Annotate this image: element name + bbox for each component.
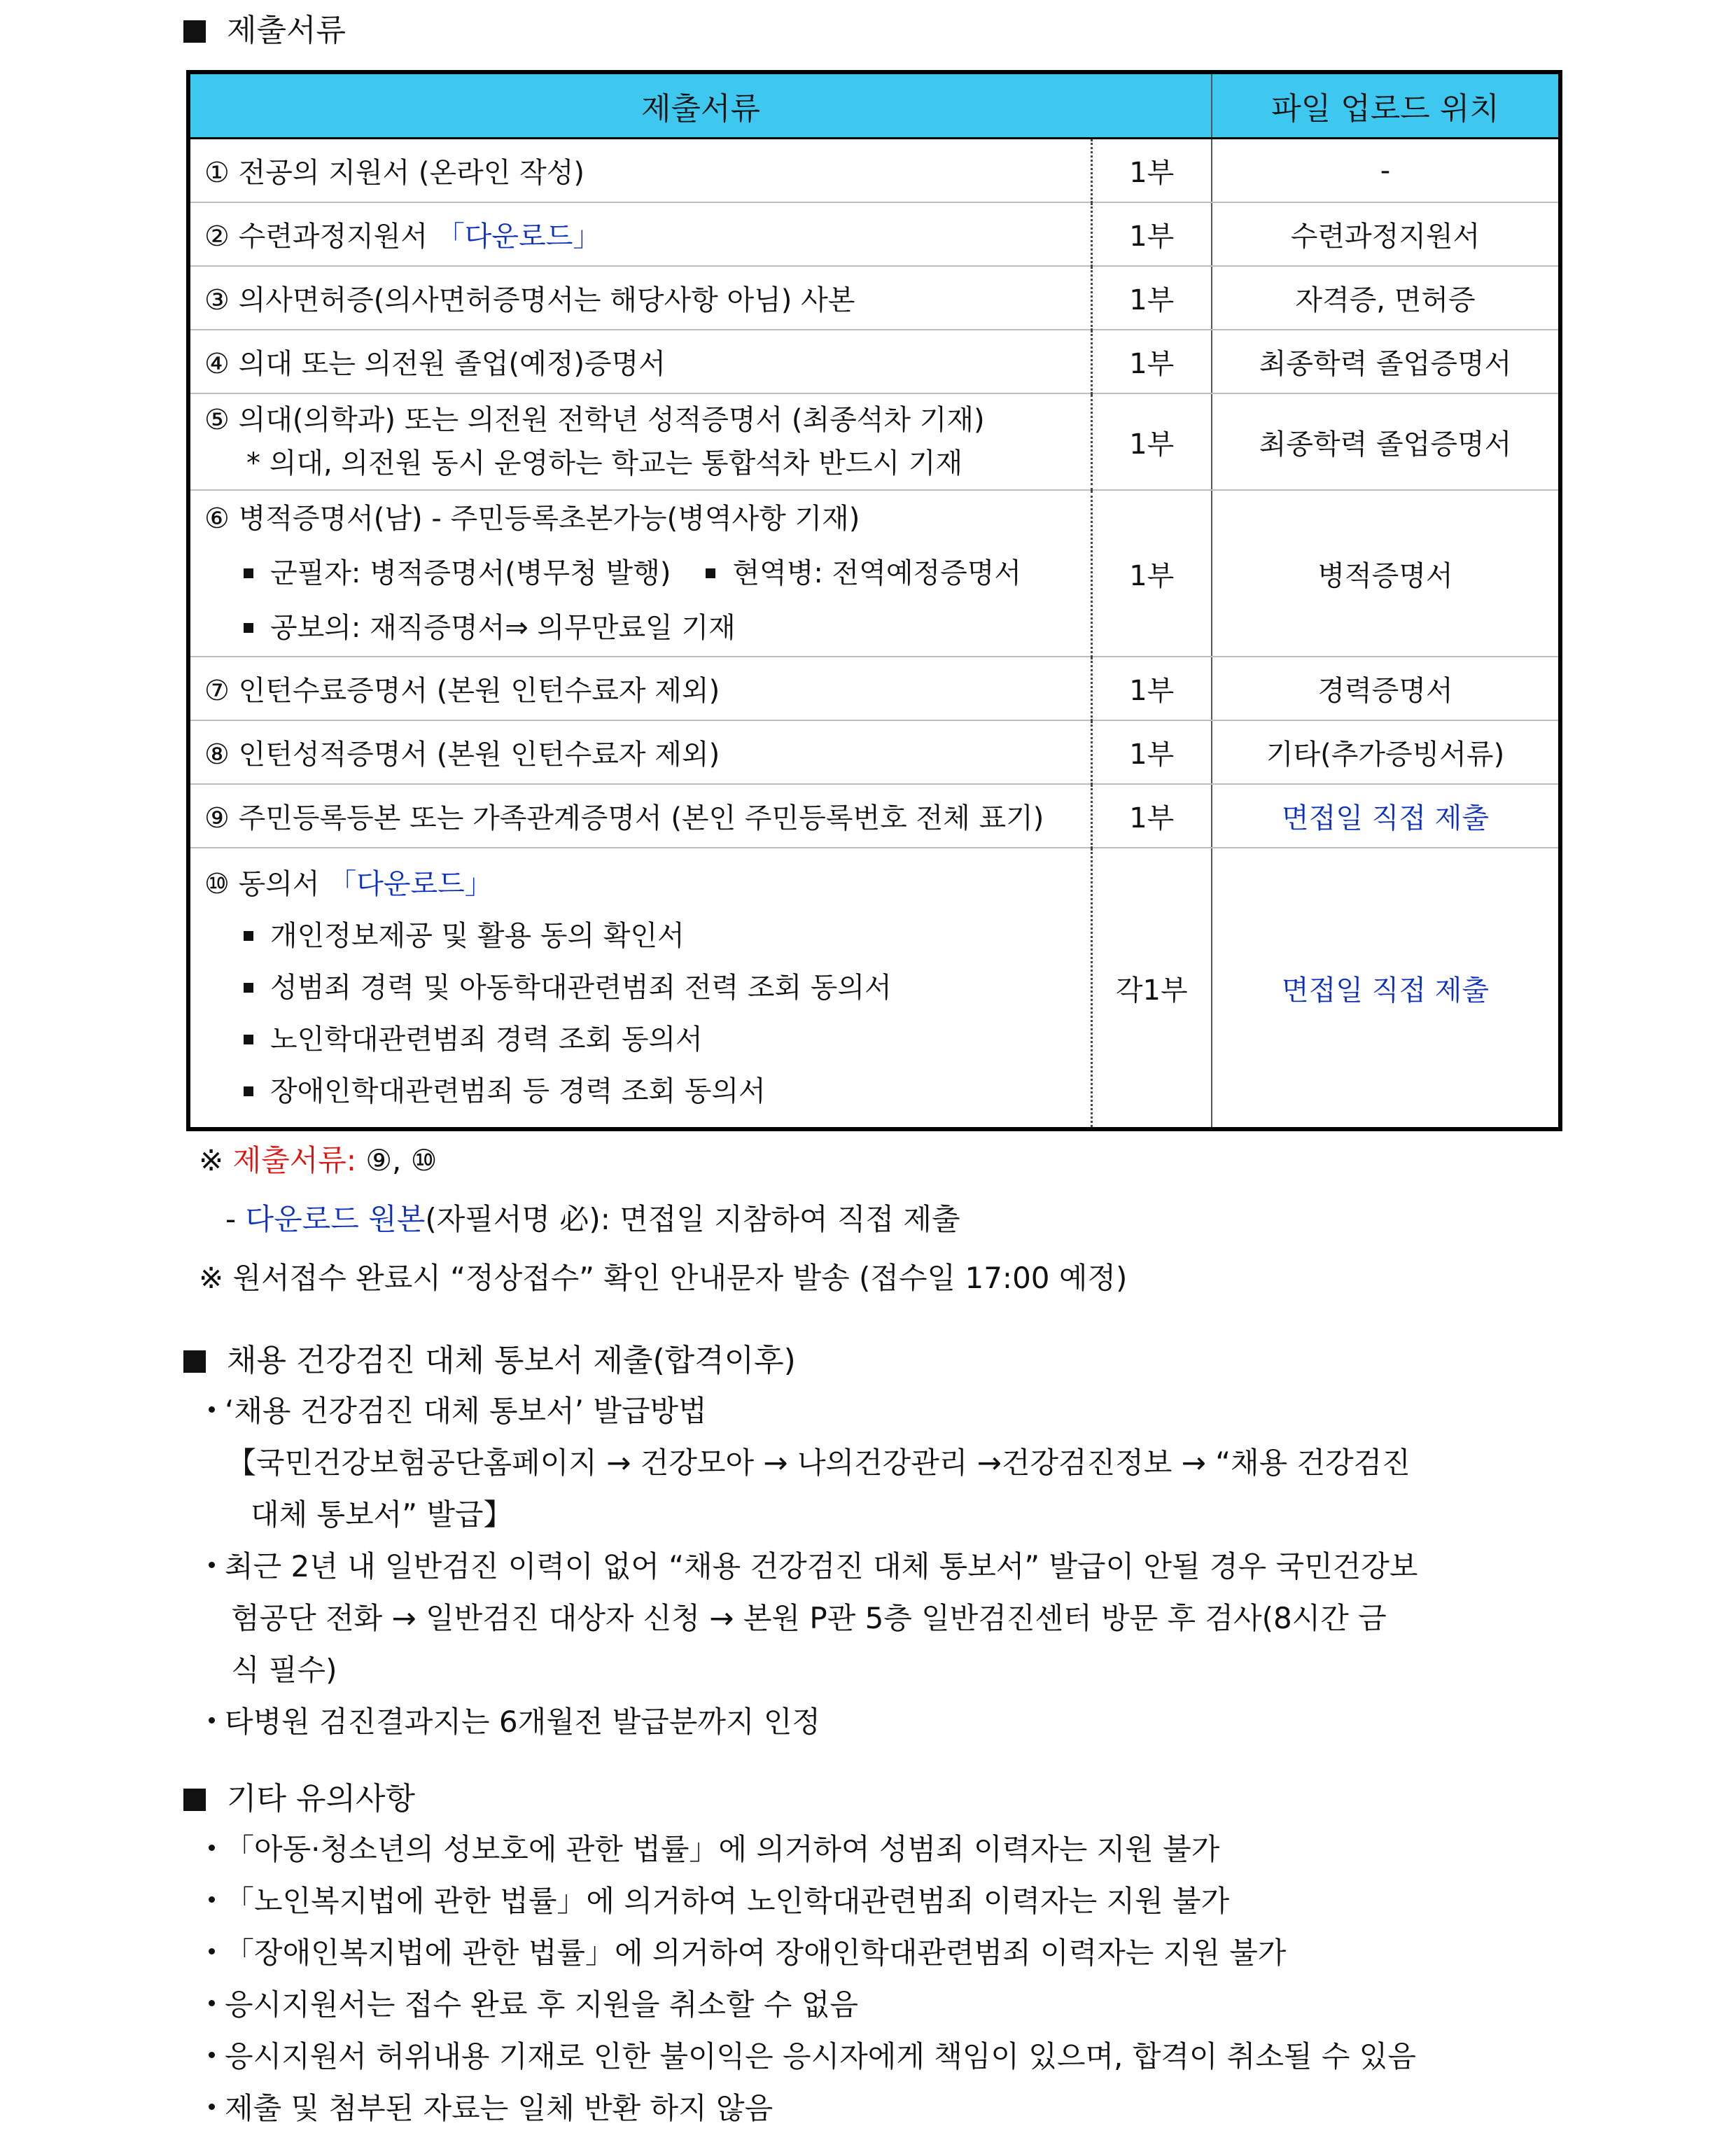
doc-count: 1부: [1091, 784, 1212, 848]
doc-count: 1부: [1091, 720, 1212, 784]
bullet-icon: [244, 931, 253, 941]
bullet-icon: [244, 1035, 253, 1044]
documents-table: [186, 70, 1562, 1131]
bullet-icon: [244, 1086, 253, 1096]
list-item: 「노인복지법에 관한 법률」에 의거하여 노인학대관련범죄 이력자는 지원 불가: [209, 1880, 1229, 1922]
doc-location: 면접일 직접 제출: [1212, 848, 1560, 1129]
doc-location: 최종학력 졸업증명서: [1212, 393, 1560, 490]
health-item-cont: 식 필수): [231, 1653, 337, 1687]
doc-count: 1부: [1091, 202, 1212, 266]
doc-name: ⑦ 인턴수료증명서 (본원 인턴수료자 제외): [188, 657, 1091, 720]
health-item-cont: 험공단 전화 → 일반검진 대상자 신청 → 본원 P관 5층 일반검진센터 방문 후 검사(8시간 금: [231, 1601, 1387, 1635]
doc-name: ② 수련과정지원서 「다운로드」: [188, 202, 1091, 266]
list-item: 제출 및 첨부된 자료는 일체 반환 하지 않음: [209, 2087, 773, 2129]
doc-count: 1부: [1091, 490, 1212, 657]
health-item: 타병원 검진결과지는 6개월전 발급분까지 인정: [209, 1701, 820, 1743]
table-row: [188, 720, 1560, 784]
dot-bullet-icon: [209, 1896, 215, 1903]
doc-subnote: * 의대, 의전원 동시 운영하는 학교는 통합석차 반드시 기재: [246, 447, 963, 480]
doc-location: -: [1212, 139, 1560, 203]
list-item: 응시지원서 허위내용 기재로 인한 불이익은 응시자에게 책임이 있으며, 합격이 취소될 수 있음: [209, 2036, 1416, 2078]
doc-name: ⑨ 주민등록등본 또는 가족관계증명서 (본인 주민등록번호 전체 표기): [188, 784, 1091, 848]
doc-location: 경력증명서: [1212, 657, 1560, 720]
doc-name: ① 전공의 지원서 (온라인 작성): [188, 139, 1091, 203]
doc-count: 각1부: [1091, 848, 1212, 1129]
section-title-documents: 제출서류: [183, 10, 346, 52]
dot-bullet-icon: [209, 2000, 215, 2006]
table-row: [188, 393, 1560, 490]
list-item: 「장애인복지법에 관한 법률」에 의거하여 장애인학대관련범죄 이력자는 지원 불가: [209, 1932, 1286, 1974]
doc-count: 1부: [1091, 139, 1212, 203]
dot-bullet-icon: [209, 1562, 215, 1568]
list-item: 응시지원서는 접수 완료 후 지원을 취소할 수 없음: [209, 1984, 858, 2026]
table-row: [188, 848, 1560, 1129]
table-header-row: [188, 72, 1560, 139]
doc-name: ⑥ 병적증명서(남) - 주민등록초본가능(병역사항 기재) 군필자: 병적증명서(병무청 발행) 현역병: 전역예정증명서 공보의: 재직증명서⇒ 의무만료일 기재: [188, 490, 1091, 657]
doc-location: 최종학력 졸업증명서: [1212, 330, 1560, 393]
dot-bullet-icon: [209, 2052, 215, 2058]
table-row: [188, 330, 1560, 393]
doc-name: ⑤ 의대(의학과) 또는 의전원 전학년 성적증명서 (최종석차 기재) * 의대, 의전원 동시 운영하는 학교는 통합석차 반드시 기재: [188, 393, 1091, 490]
dot-bullet-icon: [209, 2104, 215, 2110]
doc-count: 1부: [1091, 330, 1212, 393]
note-submit-docs: ※ 제출서류: ⑨, ⑩: [199, 1143, 438, 1177]
section-title-other-notes: 기타 유의사항: [183, 1778, 415, 1820]
doc-name: ⑩ 동의서 「다운로드」 개인정보제공 및 활용 동의 확인서 성범죄 경력 및 아동학대관련범죄 전력 조회 동의서 노인학대관련범죄 경력 조회 동의서 장애인학대관련범죄 등 경력 조회 동의서: [188, 848, 1091, 1129]
bullet-icon: [244, 568, 253, 578]
table-row: [188, 266, 1560, 330]
doc-location: 자격증, 면허증: [1212, 266, 1560, 330]
section-title-health-check: 채용 건강검진 대체 통보서 제출(합격이후): [183, 1340, 796, 1382]
table-row: [188, 202, 1560, 266]
dot-bullet-icon: [209, 1717, 215, 1723]
square-bullet-icon: [183, 1350, 206, 1373]
note-sms-notice: ※ 원서접수 완료시 “정상접수” 확인 안내문자 발송 (접수일 17:00 예정): [199, 1261, 1128, 1295]
download-link[interactable]: 「다운로드」: [328, 868, 493, 900]
table-row: [188, 490, 1560, 657]
doc-location: 병적증명서: [1212, 490, 1560, 657]
health-item-path: 대체 통보서” 발급】: [251, 1497, 513, 1532]
doc-name: ⑧ 인턴성적증명서 (본원 인턴수료자 제외): [188, 720, 1091, 784]
doc-location: 기타(추가증빙서류): [1212, 720, 1560, 784]
doc-location: 면접일 직접 제출: [1212, 784, 1560, 848]
doc-location: 수련과정지원서: [1212, 202, 1560, 266]
doc-count: 1부: [1091, 266, 1212, 330]
doc-name: ③ 의사면허증(의사면허증명서는 해당사항 아님) 사본: [188, 266, 1091, 330]
health-item-path: 【국민건강보험공단홈페이지 → 건강모아 → 나의건강관리 →건강검진정보 → “채용 건강검진: [227, 1446, 1410, 1480]
doc-count: 1부: [1091, 657, 1212, 720]
download-link[interactable]: 「다운로드」: [436, 221, 601, 253]
table-row: [188, 784, 1560, 848]
table-row: [188, 139, 1560, 203]
doc-count: 1부: [1091, 393, 1212, 490]
note-download-original: - 다운로드 원본(자필서명 必): 면접일 지참하여 직접 제출: [225, 1202, 960, 1236]
bullet-icon: [244, 623, 253, 633]
dot-bullet-icon: [209, 1406, 215, 1413]
header-upload-location: 파일 업로드 위치: [1212, 72, 1560, 139]
square-bullet-icon: [183, 20, 206, 43]
bullet-icon: [706, 568, 715, 578]
square-bullet-icon: [183, 1789, 206, 1811]
bullet-icon: [244, 983, 253, 993]
health-item: 최근 2년 내 일반검진 이력이 없어 “채용 건강검진 대체 통보서” 발급이 안될 경우 국민건강보: [209, 1546, 1418, 1588]
dot-bullet-icon: [209, 1948, 215, 1954]
doc-name: ④ 의대 또는 의전원 졸업(예정)증명서: [188, 330, 1091, 393]
list-item: 「아동·청소년의 성보호에 관한 법률」에 의거하여 성범죄 이력자는 지원 불가: [209, 1828, 1219, 1870]
health-item: ‘채용 건강검진 대체 통보서’ 발급방법: [209, 1390, 707, 1432]
dot-bullet-icon: [209, 1845, 215, 1851]
header-documents: 제출서류: [188, 72, 1212, 139]
table-row: [188, 657, 1560, 720]
